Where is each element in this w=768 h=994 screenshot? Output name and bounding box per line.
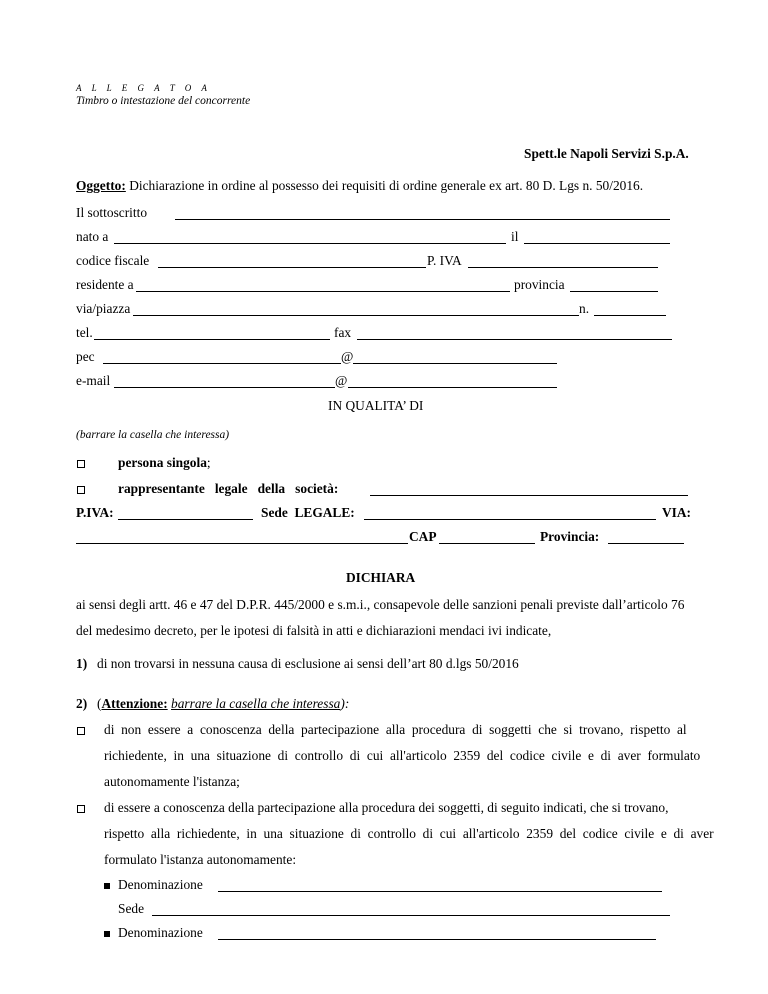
denominazione-field[interactable] (218, 891, 662, 892)
via-societa-label: VIA: (662, 505, 692, 520)
option-b-line1: di essere a conoscenza della partecipazione alla procedura dei soggetti, di seguito indicati, che si trovano, (104, 800, 669, 815)
sottoscritto-field[interactable] (175, 219, 670, 220)
timbro-label: Timbro o intestazione del concorrente (76, 95, 251, 107)
provincia-societa-label: Provincia: (540, 529, 600, 544)
tel-label: tel. (76, 325, 93, 340)
dichiara-intro-line2: del medesimo decreto, per le ipotesi di falsità in atti e dichiarazioni mendaci ivi indicate, (76, 623, 552, 638)
bullet-icon (104, 883, 110, 889)
piva-societa-label: P.IVA: (76, 505, 114, 520)
denominazione-field[interactable] (218, 939, 656, 940)
sede-legale-label: Sede LEGALE: (261, 505, 355, 520)
pec-user-field[interactable] (103, 363, 341, 364)
recipient: Spett.le Napoli Servizi S.p.A. (524, 146, 689, 161)
email-label: e-mail (76, 373, 111, 388)
option-a-checkbox[interactable] (77, 727, 85, 735)
persona-singola-tail: ; (206, 455, 211, 470)
denominazione-label: Denominazione (118, 877, 203, 892)
fax-label: fax (334, 325, 352, 340)
piva-label: P. IVA (427, 253, 462, 268)
email-user-field[interactable] (114, 387, 335, 388)
point-2-instruction-text: barrare la casella che interessa (171, 696, 341, 711)
codice-fiscale-label: codice fiscale (76, 253, 150, 268)
option-a-line3: autonomamente l'istanza; (104, 774, 240, 789)
pec-domain-field[interactable] (353, 363, 557, 364)
point-2-open: ( (97, 696, 102, 711)
provincia-field[interactable] (570, 291, 658, 292)
denominazione-label: Denominazione (118, 925, 203, 940)
sede-field[interactable] (152, 915, 670, 916)
option-b-line3: formulato l'istanza autonomamente: (104, 852, 297, 867)
residente-label: residente a (76, 277, 134, 292)
codice-fiscale-field[interactable] (158, 267, 426, 268)
piva-field[interactable] (468, 267, 658, 268)
option-b-checkbox[interactable] (77, 805, 85, 813)
fax-field[interactable] (357, 339, 672, 340)
persona-singola-text: persona singola (118, 455, 207, 470)
provincia-label: provincia (514, 277, 565, 292)
email-domain-field[interactable] (348, 387, 557, 388)
oggetto-text: Dichiarazione in ordine al possesso dei requisiti di ordine generale ex art. 80 D. Lgs n. 50/2016. (129, 178, 644, 193)
via-societa-field[interactable] (76, 543, 408, 544)
il-label: il (511, 229, 519, 244)
via-label: via/piazza (76, 301, 131, 316)
sede-legale-field[interactable] (364, 519, 656, 520)
numero-field[interactable] (594, 315, 666, 316)
bullet-icon (104, 931, 110, 937)
via-field[interactable] (133, 315, 579, 316)
persona-singola-checkbox[interactable] (77, 460, 85, 468)
dichiara-heading: DICHIARA (346, 570, 416, 585)
tel-field[interactable] (94, 339, 330, 340)
date-field[interactable] (524, 243, 670, 244)
pec-label: pec (76, 349, 95, 364)
qualita-heading: IN QUALITA’ DI (328, 398, 424, 413)
oggetto-line (76, 178, 643, 194)
option-a-line1: di non essere a conoscenza della partecipazione alla procedura di soggetti che si trovano, rispetto al (104, 722, 687, 737)
point-1-text: di non trovarsi in nessuna causa di esclusione ai sensi dell’art 80 d.lgs 50/2016 (97, 656, 519, 671)
nato-label: nato a (76, 229, 109, 244)
pec-at: @ (341, 349, 354, 364)
cap-field[interactable] (439, 543, 535, 544)
qualita-instruction: (barrare la casella che interessa) (76, 429, 230, 441)
numero-label: n. (579, 301, 590, 316)
point-2-close: ): (340, 696, 350, 711)
dichiara-intro-line1: ai sensi degli artt. 46 e 47 del D.P.R. 445/2000 e s.m.i., consapevole delle sanzioni penali previste dall’articolo 76 (76, 597, 685, 612)
persona-singola-label (118, 455, 211, 471)
email-at: @ (335, 373, 348, 388)
option-b-line2: rispetto alla richiedente, in una situazione di controllo di cui all'articolo 2359 del codice civile e di aver (104, 826, 714, 841)
point-2-instruction (97, 696, 349, 712)
societa-field[interactable] (370, 495, 688, 496)
rappresentante-checkbox[interactable] (77, 486, 85, 494)
piva-societa-field[interactable] (118, 519, 253, 520)
oggetto-label: Oggetto: (76, 178, 126, 193)
option-a-line2: richiedente, in una situazione di controllo di cui all'articolo 2359 del codice civile e di aver formulato (104, 748, 701, 763)
point-2-number: 2) (76, 696, 88, 711)
provincia-societa-field[interactable] (608, 543, 684, 544)
rappresentante-label: rappresentante legale della società: (118, 481, 339, 496)
allegato-label: A L L E G A T O A (76, 83, 211, 93)
nato-field[interactable] (114, 243, 506, 244)
cap-label: CAP (409, 529, 437, 544)
point-1-number: 1) (76, 656, 88, 671)
sottoscritto-label: Il sottoscritto (76, 205, 148, 220)
sede-label: Sede (118, 901, 145, 916)
attention-label: Attenzione: (101, 696, 168, 711)
residente-field[interactable] (136, 291, 510, 292)
